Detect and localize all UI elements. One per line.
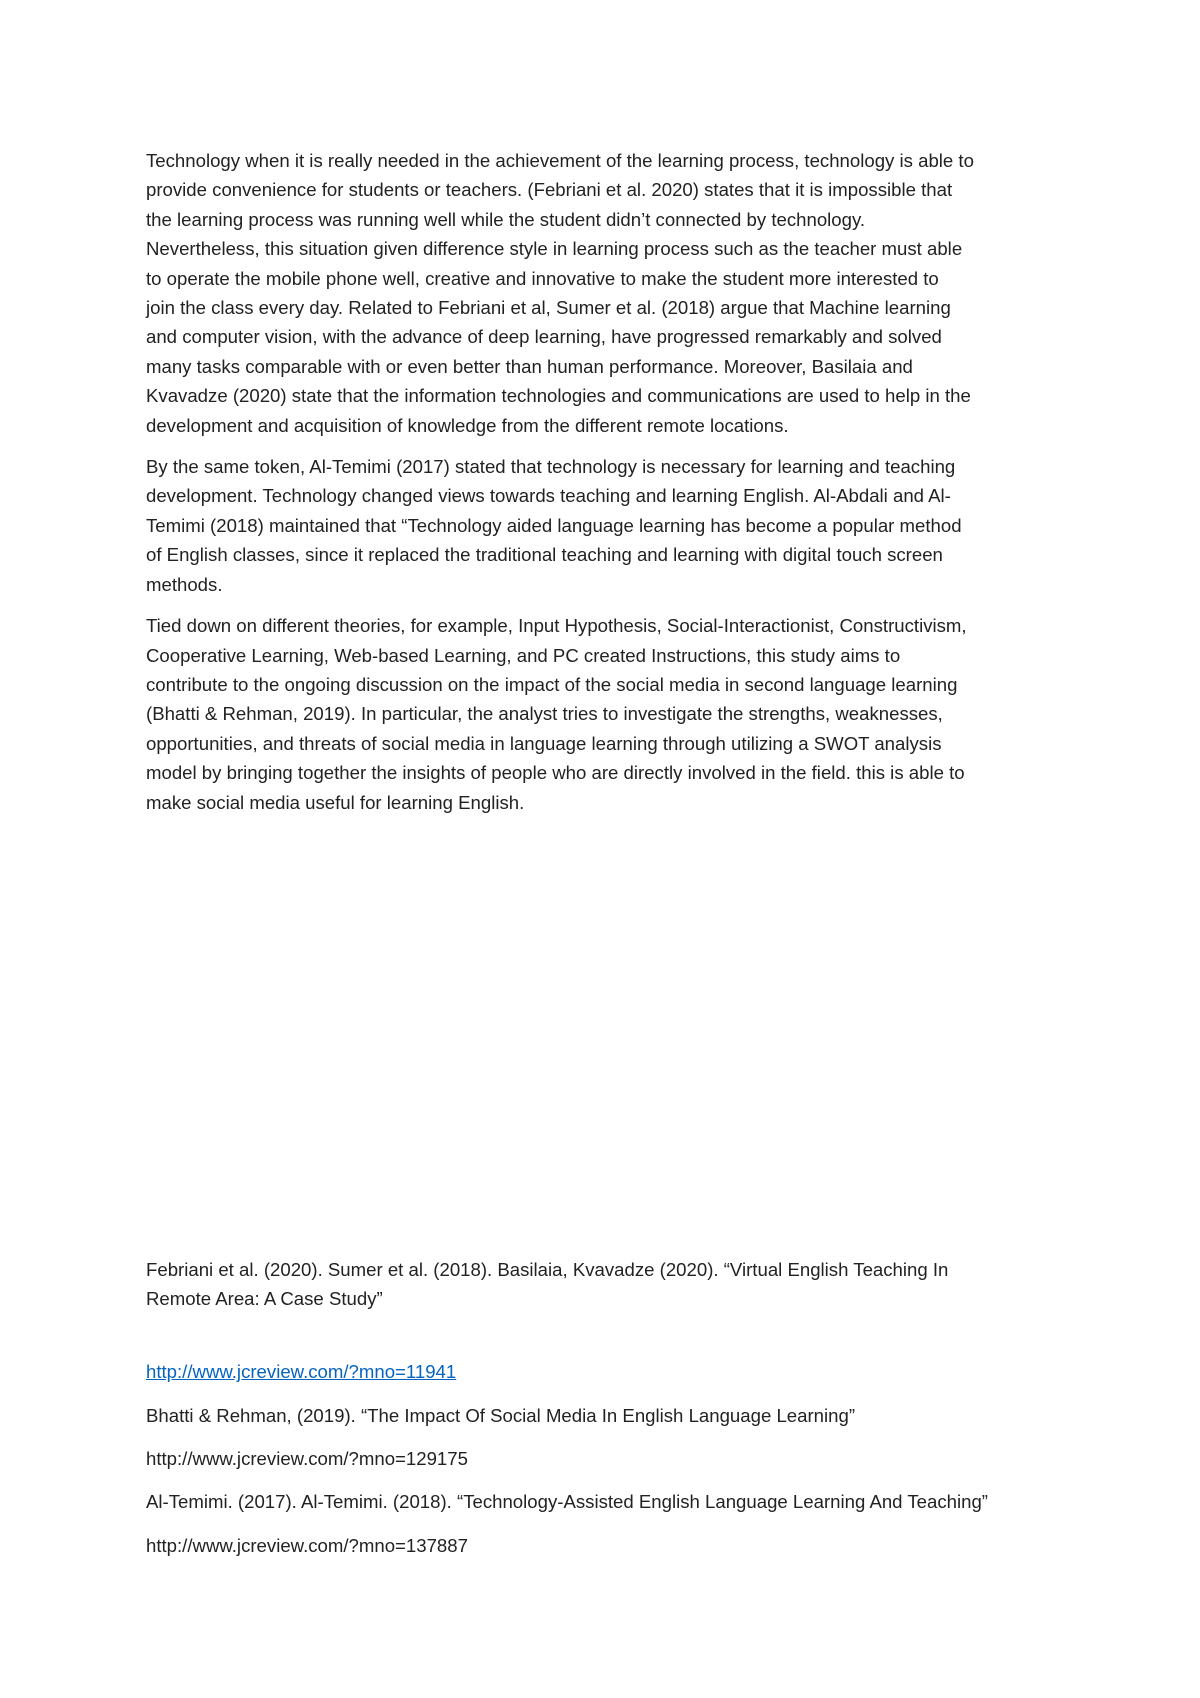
paragraph-technology-convenience: Technology when it is really needed in the achievement of the learning process, technology is able to provide convenience for students or teachers. (Febriani et al. 2020) states that it is impossible that the learning process was running well while the student didn’t connected by technology. Nevertheless, this situation given difference style in learning process such as the teacher must able to operate the mobile phone well, creative and innovative to make the student more interested to join the class every day. Related to Febriani et al, Sumer et al. (2018) argue that Machine learning and computer vision, with the advance of deep learning, have progressed remarkably and solved many tasks comparable with or even better than human performance. Moreover, Basilaia and Kvavadze (2020) state that the information technologies and communications are used to help in the development and acquisition of knowledge from the different remote locations. — [146, 150, 974, 436]
reference-url-link[interactable]: http://www.jcreview.com/?mno=11941 — [146, 1361, 457, 1383]
paragraph-al-temimi: By the same token, Al-Temimi (2017) stated that technology is necessary for learning and teaching development. Technology changed views towards teaching and learning English. Al-Abdali and Al- Temimi (2018) maintained that “Technology aided language learning has become a popular method of English classes, since it replaced the traditional teaching and learning with digital touch screen methods. — [146, 456, 962, 595]
reference-link-row — [146, 1328, 1066, 1387]
document-body — [146, 146, 1066, 829]
reference-url-text: http://www.jcreview.com/?mno=137887 — [146, 1534, 468, 1556]
reference-citation-al-temimi: Al-Temimi. (2017). Al-Temimi. (2018). “Technology-Assisted English Language Learning And Teaching” — [146, 1491, 988, 1513]
references-section — [146, 1255, 1066, 1574]
reference-citation-bhatti: Bhatti & Rehman, (2019). “The Impact Of Social Media In English Language Learning” — [146, 1404, 856, 1426]
reference-url-text: http://www.jcreview.com/?mno=129175 — [146, 1448, 468, 1470]
reference-citation-febriani: Febriani et al. (2020). Sumer et al. (2018). Basilaia, Kvavadze (2020). “Virtual English Teaching In Remote Area: A Case Study” — [146, 1259, 949, 1310]
paragraph-theories: Tied down on different theories, for example, Input Hypothesis, Social-Interactionist, Constructivism, Cooperative Learning, Web-based Learning, and PC created Instructions, this study aims to contribute to the ongoing discussion on the impact of the social media in second language learning (Bhatti & Rehman, 2019). In particular, the analyst tries to investigate the strengths, weaknesses, opportunities, and threats of social media in language learning through utilizing a SWOT analysis model by bringing together the insights of people who are directly involved in the field. this is able to make social media useful for learning English. — [146, 615, 967, 813]
